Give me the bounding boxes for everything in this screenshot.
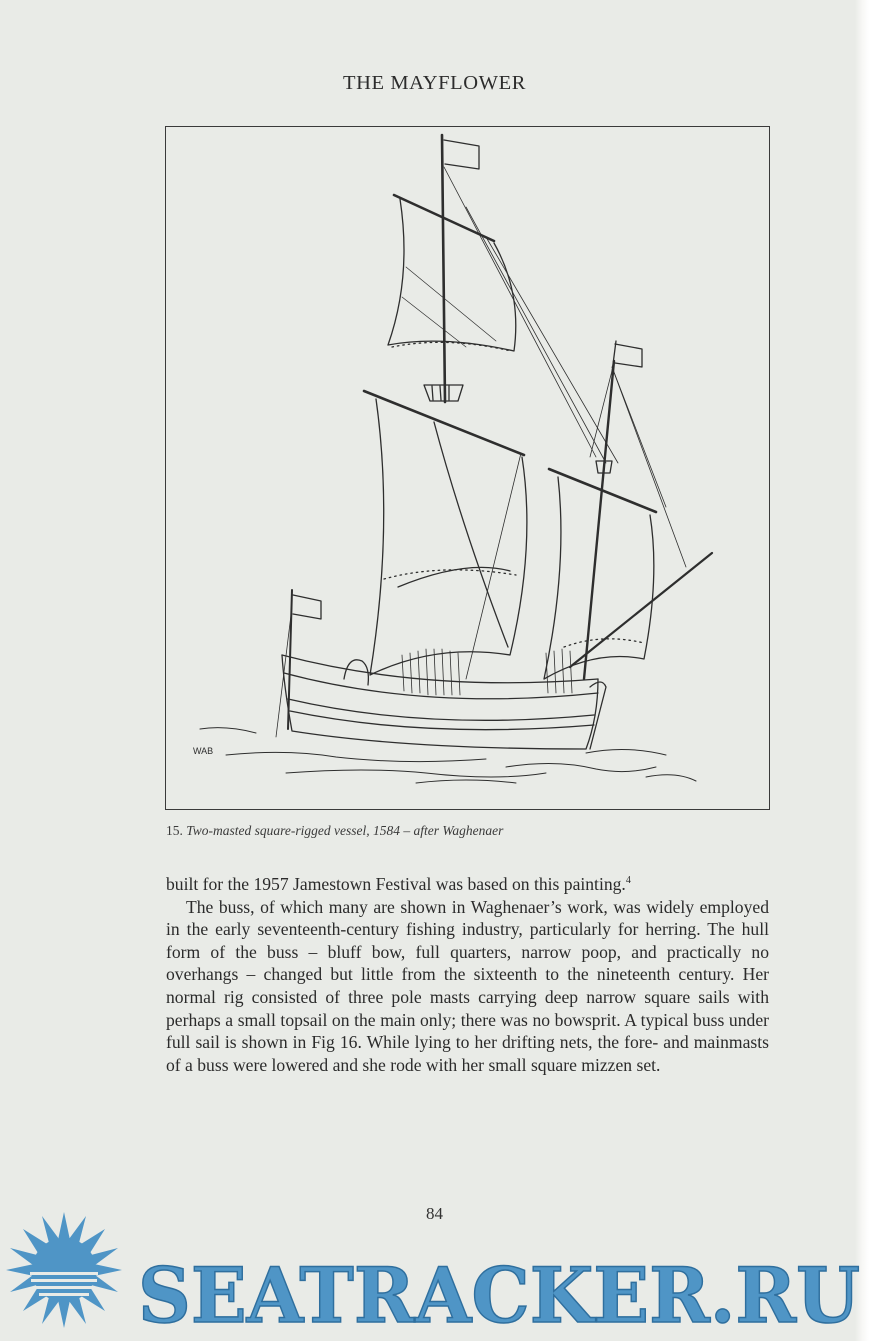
- figure-caption: [166, 823, 503, 839]
- paragraph-buss: The buss, of which many are shown in Waghenaer’s work, was widely employed in the early seventeenth-century fishing industry, particularly for herring. The hull form of the buss – bluff bow, full quarters, narrow poop, and practically no overhangs – changed but little from the sixteenth to the nineteenth century. Her normal rig consisted of three pole masts carrying deep narrow square sails with perhaps a small topsail on the main only; there was no bowsprit. A typical buss under full sail is shown in Fig 16. While lying to her drifting nets, the fore- and mainmasts of a buss were lowered and she rode with her small square mizzen set.: [166, 896, 769, 1075]
- page-number: 84: [426, 1204, 443, 1223]
- ship-illustration-frame: [165, 126, 770, 810]
- watermark: [0, 1208, 869, 1341]
- figure-caption-text: Two-masted square-rigged vessel, 1584 – after Waghenaer: [186, 823, 504, 838]
- footnote-marker[interactable]: 4: [625, 875, 631, 887]
- artist-initials: WAB: [193, 746, 214, 756]
- figure-number: 15.: [166, 823, 183, 838]
- sun-icon: [6, 1212, 122, 1328]
- ship-drawing: [166, 127, 768, 808]
- watermark-text: SEATRACKER.RU: [138, 1251, 860, 1340]
- body-text: [166, 873, 769, 1076]
- running-title: THE MAYFLOWER: [342, 72, 526, 94]
- paragraph-continuation-text: built for the 1957 Jamestown Festival was based on this painting.: [166, 874, 626, 894]
- page-edge: [855, 0, 869, 1341]
- paragraph-continuation: [166, 873, 769, 896]
